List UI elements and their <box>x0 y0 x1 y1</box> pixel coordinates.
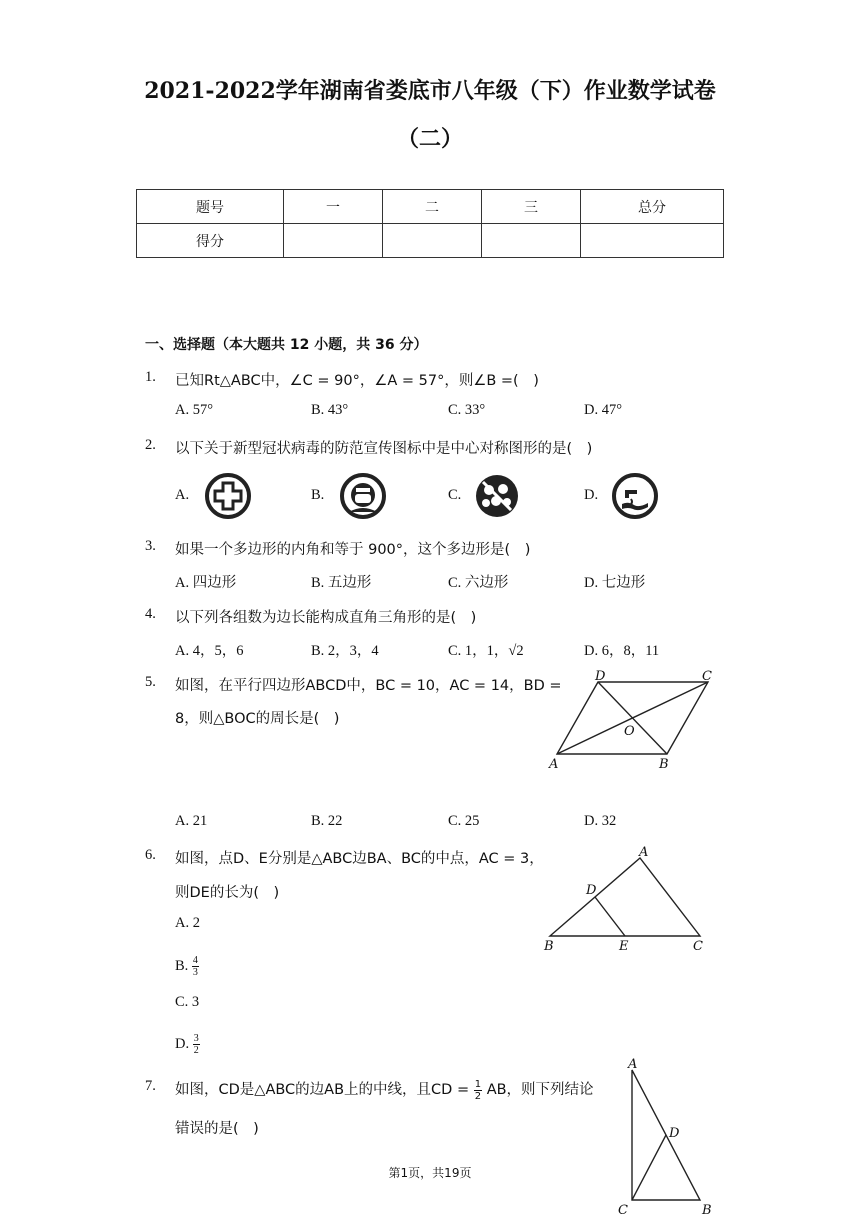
score-table-score-row <box>137 224 724 258</box>
option-c[interactable]: C. 3 <box>175 994 200 1010</box>
question-text-part: AB，则下列结论 <box>486 1082 594 1098</box>
question-text: 如果一个多边形的内角和等于 900°，这个多边形是( ) <box>175 542 531 558</box>
fraction-denominator: 2 <box>474 1090 482 1102</box>
option-c[interactable]: C. 33° <box>448 402 486 418</box>
question-number: 6. <box>145 847 156 863</box>
question-text: 已知Rt△ABC中，∠C = 90°，∠A = 57°，则∠B =( ) <box>175 373 539 389</box>
label-d: D <box>669 1126 680 1141</box>
fraction <box>474 1079 482 1102</box>
option-d[interactable]: D. 32 <box>584 813 617 829</box>
hand-washing-icon[interactable] <box>611 472 659 520</box>
option-a[interactable]: A. 四边形 <box>175 575 237 591</box>
fraction-numerator: 1 <box>474 1078 482 1090</box>
label-e: E <box>619 939 629 954</box>
question-number: 4. <box>145 606 156 622</box>
fraction-numerator: 3 <box>193 1033 199 1044</box>
option-b[interactable] <box>175 955 199 978</box>
table-header-cell: 三 <box>482 190 581 224</box>
table-header-cell: 一 <box>284 190 383 224</box>
label-b: B <box>544 939 554 954</box>
score-table-header-row <box>137 190 724 224</box>
option-a[interactable]: A. 4，5，6 <box>175 643 244 659</box>
parallelogram-figure <box>545 668 720 774</box>
option-c[interactable]: C. <box>448 487 462 503</box>
table-row-label: 得分 <box>137 224 284 258</box>
option-d[interactable]: D. 47° <box>584 402 623 418</box>
face-mask-icon[interactable] <box>339 472 387 520</box>
question-text: 则DE的长为( ) <box>175 885 280 901</box>
fraction <box>192 955 199 978</box>
question-text-part: 如图，CD是△ABC的边AB上的中线，且CD = <box>175 1082 470 1098</box>
exam-title: 2021-2022学年湖南省娄底市八年级（下）作业数学试卷 <box>144 78 716 104</box>
score-table <box>136 189 724 258</box>
option-d-label: D. <box>175 1035 190 1052</box>
label-b: B <box>659 757 669 772</box>
label-c: C <box>702 669 712 684</box>
option-d[interactable]: D. 6，8，11 <box>584 643 660 659</box>
label-a: A <box>628 1057 638 1072</box>
fraction-numerator: 4 <box>192 955 198 966</box>
score-cell <box>581 224 724 258</box>
fraction-denominator: 2 <box>193 1045 199 1056</box>
label-d: D <box>595 669 606 684</box>
option-b[interactable]: B. 22 <box>311 813 343 829</box>
label-a: A <box>549 757 559 772</box>
question-number: 2. <box>145 437 156 453</box>
question-text: 如图，在平行四边形ABCD中，BC = 10，AC = 14，BD = <box>175 678 562 694</box>
question-number: 3. <box>145 538 156 554</box>
question-number: 5. <box>145 674 156 690</box>
table-header-cell: 总分 <box>581 190 724 224</box>
score-cell <box>284 224 383 258</box>
question-text: 8，则△BOC的周长是( ) <box>175 711 340 727</box>
section-heading: 一、选择题（本大题共 12 小题，共 36 分） <box>145 337 428 353</box>
option-c[interactable]: C. 1，1，√2 <box>448 643 524 659</box>
option-a[interactable]: A. 57° <box>175 402 214 418</box>
question-text <box>175 1078 594 1102</box>
option-c[interactable]: C. 25 <box>448 813 480 829</box>
question-number: 7. <box>145 1078 156 1094</box>
option-b[interactable]: B. 43° <box>311 402 349 418</box>
option-b-label: B. <box>175 957 189 974</box>
table-header-cell: 二 <box>383 190 482 224</box>
option-a[interactable]: A. <box>175 487 190 503</box>
option-b[interactable]: B. 五边形 <box>311 575 372 591</box>
option-d[interactable]: D. 七边形 <box>584 575 646 591</box>
question-text: 如图，点D、E分别是△ABC边BA、BC的中点，AC = 3， <box>175 851 544 867</box>
option-b[interactable]: B. <box>311 487 325 503</box>
question-text: 错误的是( ) <box>175 1121 259 1137</box>
page-footer: 第1页，共19页 <box>388 1166 472 1180</box>
exam-title-subtitle: （二） <box>396 126 463 152</box>
label-c: C <box>693 939 703 954</box>
option-d[interactable] <box>175 1033 200 1056</box>
question-text: 以下关于新型冠状病毒的防范宣传图标中是中心对称图形的是( ) <box>175 441 593 457</box>
question-number: 1. <box>145 369 156 385</box>
question-text: 以下列各组数为边长能构成直角三角形的是( ) <box>175 610 477 626</box>
fraction <box>193 1033 200 1056</box>
label-a: A <box>639 845 649 860</box>
score-cell <box>383 224 482 258</box>
table-header-cell: 题号 <box>137 190 284 224</box>
option-a[interactable]: A. 21 <box>175 813 208 829</box>
cross-icon[interactable] <box>204 472 252 520</box>
label-c: C <box>618 1203 628 1216</box>
label-d: D <box>586 883 597 898</box>
option-b[interactable]: B. 2，3，4 <box>311 643 379 659</box>
right-triangle-figure <box>612 1056 722 1216</box>
option-c[interactable]: C. 六边形 <box>448 575 509 591</box>
label-o: O <box>624 724 635 739</box>
score-cell <box>482 224 581 258</box>
fraction-denominator: 3 <box>192 967 198 978</box>
option-a[interactable]: A. 2 <box>175 915 200 931</box>
triangle-midpoint-figure <box>540 840 715 955</box>
crowd-icon[interactable] <box>473 472 521 520</box>
label-b: B <box>702 1203 712 1216</box>
option-d[interactable]: D. <box>584 487 599 503</box>
